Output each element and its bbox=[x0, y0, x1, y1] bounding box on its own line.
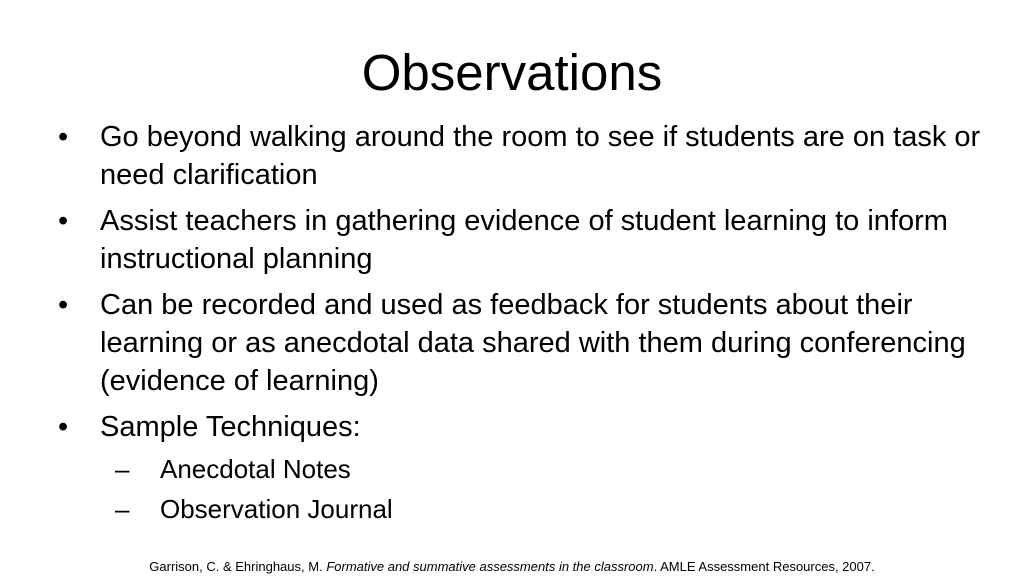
slide-title: Observations bbox=[361, 44, 663, 101]
bullet-text: Can be recorded and used as feedback for students about their learning or as anecdotal data shared with them during conferencing (evidence of learning) bbox=[100, 289, 966, 397]
bullet-text: Assist teachers in gathering evidence of student learning to inform instructional planning bbox=[100, 205, 948, 275]
bullet-icon: • bbox=[58, 289, 69, 321]
bullet-icon: • bbox=[58, 121, 69, 153]
bullet-item bbox=[58, 286, 988, 400]
sub-bullet-list bbox=[100, 452, 988, 526]
bullet-item bbox=[58, 118, 988, 194]
bullet-icon: • bbox=[58, 411, 69, 443]
sub-bullet-item bbox=[115, 492, 988, 526]
citation-authors: Garrison, C. & Ehringhaus, M. bbox=[149, 559, 323, 574]
sub-bullet-item bbox=[115, 452, 988, 486]
bullet-item bbox=[58, 408, 988, 526]
sub-bullet-text: Observation Journal bbox=[160, 494, 393, 524]
dash-icon: – bbox=[115, 454, 130, 484]
bullet-text: Sample Techniques: bbox=[100, 411, 361, 443]
citation-title: Formative and summative assessments in the classroom bbox=[326, 559, 654, 574]
bullet-list bbox=[58, 118, 988, 534]
bullet-icon: • bbox=[58, 205, 69, 237]
citation bbox=[0, 558, 1024, 576]
citation-source: . AMLE Assessment Resources, 2007. bbox=[653, 559, 875, 574]
bullet-text: Go beyond walking around the room to see if students are on task or need clarification bbox=[100, 121, 981, 191]
bullet-item bbox=[58, 202, 988, 278]
sub-bullet-text: Anecdotal Notes bbox=[160, 454, 351, 484]
dash-icon: – bbox=[115, 494, 130, 524]
